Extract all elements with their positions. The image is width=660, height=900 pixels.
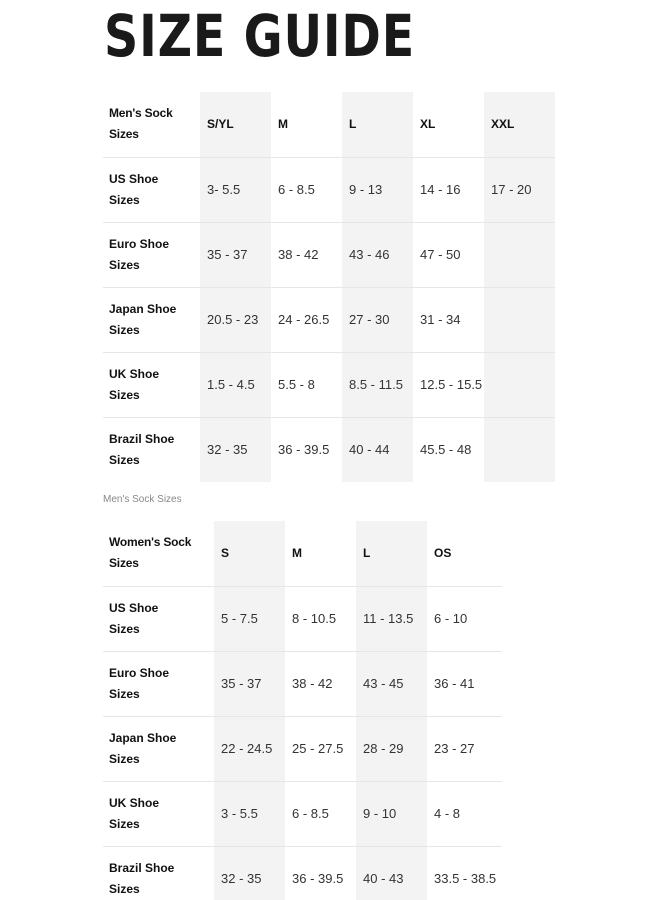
table-cell: 5 - 7.5 [214, 586, 285, 651]
table-cell: 11 - 13.5 [356, 586, 427, 651]
mens-col-xl: XL [420, 117, 436, 132]
table-cell: 27 - 30 [342, 287, 413, 352]
row-label: US Shoe Sizes [103, 586, 214, 651]
table-row [103, 781, 502, 846]
mens-size-table [103, 92, 555, 482]
table-row [103, 222, 555, 287]
table-cell: 32 - 35 [214, 846, 285, 900]
table-cell: 43 - 45 [356, 651, 427, 716]
table-cell: 38 - 42 [271, 222, 342, 287]
table-cell: 12.5 - 15.5 [413, 352, 484, 417]
row-label: Euro Shoe Sizes [103, 651, 214, 716]
table-cell: 23 - 27 [427, 716, 502, 781]
table-cell: 20.5 - 23 [200, 287, 271, 352]
row-label: US Shoe Sizes [103, 157, 200, 222]
row-label: UK Shoe Sizes [103, 352, 200, 417]
table-row [103, 846, 502, 900]
table-cell: 9 - 13 [342, 157, 413, 222]
row-label: Brazil Shoe Sizes [103, 846, 214, 900]
table-cell [484, 417, 555, 482]
womens-col-m: M [292, 546, 302, 561]
table-cell [484, 352, 555, 417]
table-row [103, 586, 502, 651]
table-cell: 43 - 46 [342, 222, 413, 287]
table-row [103, 352, 555, 417]
table-row [103, 157, 555, 222]
table-cell: 47 - 50 [413, 222, 484, 287]
row-label: Euro Shoe Sizes [103, 222, 200, 287]
table-cell: 14 - 16 [413, 157, 484, 222]
mens-col-syl: S/YL [200, 92, 271, 157]
table-cell [484, 287, 555, 352]
womens-size-table [103, 521, 502, 900]
table-row [103, 716, 502, 781]
table-cell: 40 - 43 [356, 846, 427, 900]
table-cell: 24 - 26.5 [271, 287, 342, 352]
table-cell: 8 - 10.5 [285, 586, 356, 651]
table-cell: 28 - 29 [356, 716, 427, 781]
table-cell: 3- 5.5 [200, 157, 271, 222]
row-label: Japan Shoe Sizes [103, 287, 200, 352]
table-cell: 36 - 39.5 [271, 417, 342, 482]
mens-header-row [103, 92, 555, 157]
table-cell: 22 - 24.5 [214, 716, 285, 781]
table-cell: 6 - 8.5 [271, 157, 342, 222]
table-cell: 6 - 8.5 [285, 781, 356, 846]
table-cell: 35 - 37 [214, 651, 285, 716]
row-label: UK Shoe Sizes [103, 781, 214, 846]
mens-col-l: L [342, 92, 413, 157]
table-cell [484, 222, 555, 287]
womens-col-l: L [356, 521, 427, 586]
row-label: Japan Shoe Sizes [103, 716, 214, 781]
table-cell: 38 - 42 [285, 651, 356, 716]
table-cell: 33.5 - 38.5 [427, 846, 502, 900]
table-cell: 32 - 35 [200, 417, 271, 482]
table-cell: 9 - 10 [356, 781, 427, 846]
mens-header-label: Men's Sock Sizes [109, 106, 173, 142]
womens-header-label: Women's Sock Sizes [109, 535, 192, 571]
mens-table-caption: Men's Sock Sizes [103, 494, 182, 505]
table-cell: 35 - 37 [200, 222, 271, 287]
table-cell: 1.5 - 4.5 [200, 352, 271, 417]
row-label: Brazil Shoe Sizes [103, 417, 200, 482]
mens-col-xxl: XXL [484, 92, 555, 157]
table-cell: 4 - 8 [427, 781, 502, 846]
table-cell: 25 - 27.5 [285, 716, 356, 781]
womens-header-row [103, 521, 502, 586]
table-cell: 31 - 34 [413, 287, 484, 352]
table-cell: 8.5 - 11.5 [342, 352, 413, 417]
table-cell: 17 - 20 [484, 157, 555, 222]
table-cell: 36 - 41 [427, 651, 502, 716]
table-cell: 6 - 10 [427, 586, 502, 651]
womens-col-s: S [214, 521, 285, 586]
table-cell: 3 - 5.5 [214, 781, 285, 846]
mens-col-m: M [278, 117, 288, 132]
table-row [103, 651, 502, 716]
table-cell: 5.5 - 8 [271, 352, 342, 417]
page-title: SIZE GUIDE [104, 2, 416, 70]
table-row [103, 287, 555, 352]
table-cell: 40 - 44 [342, 417, 413, 482]
table-row [103, 417, 555, 482]
table-cell: 45.5 - 48 [413, 417, 484, 482]
womens-col-os: OS [434, 546, 452, 561]
table-cell: 36 - 39.5 [285, 846, 356, 900]
